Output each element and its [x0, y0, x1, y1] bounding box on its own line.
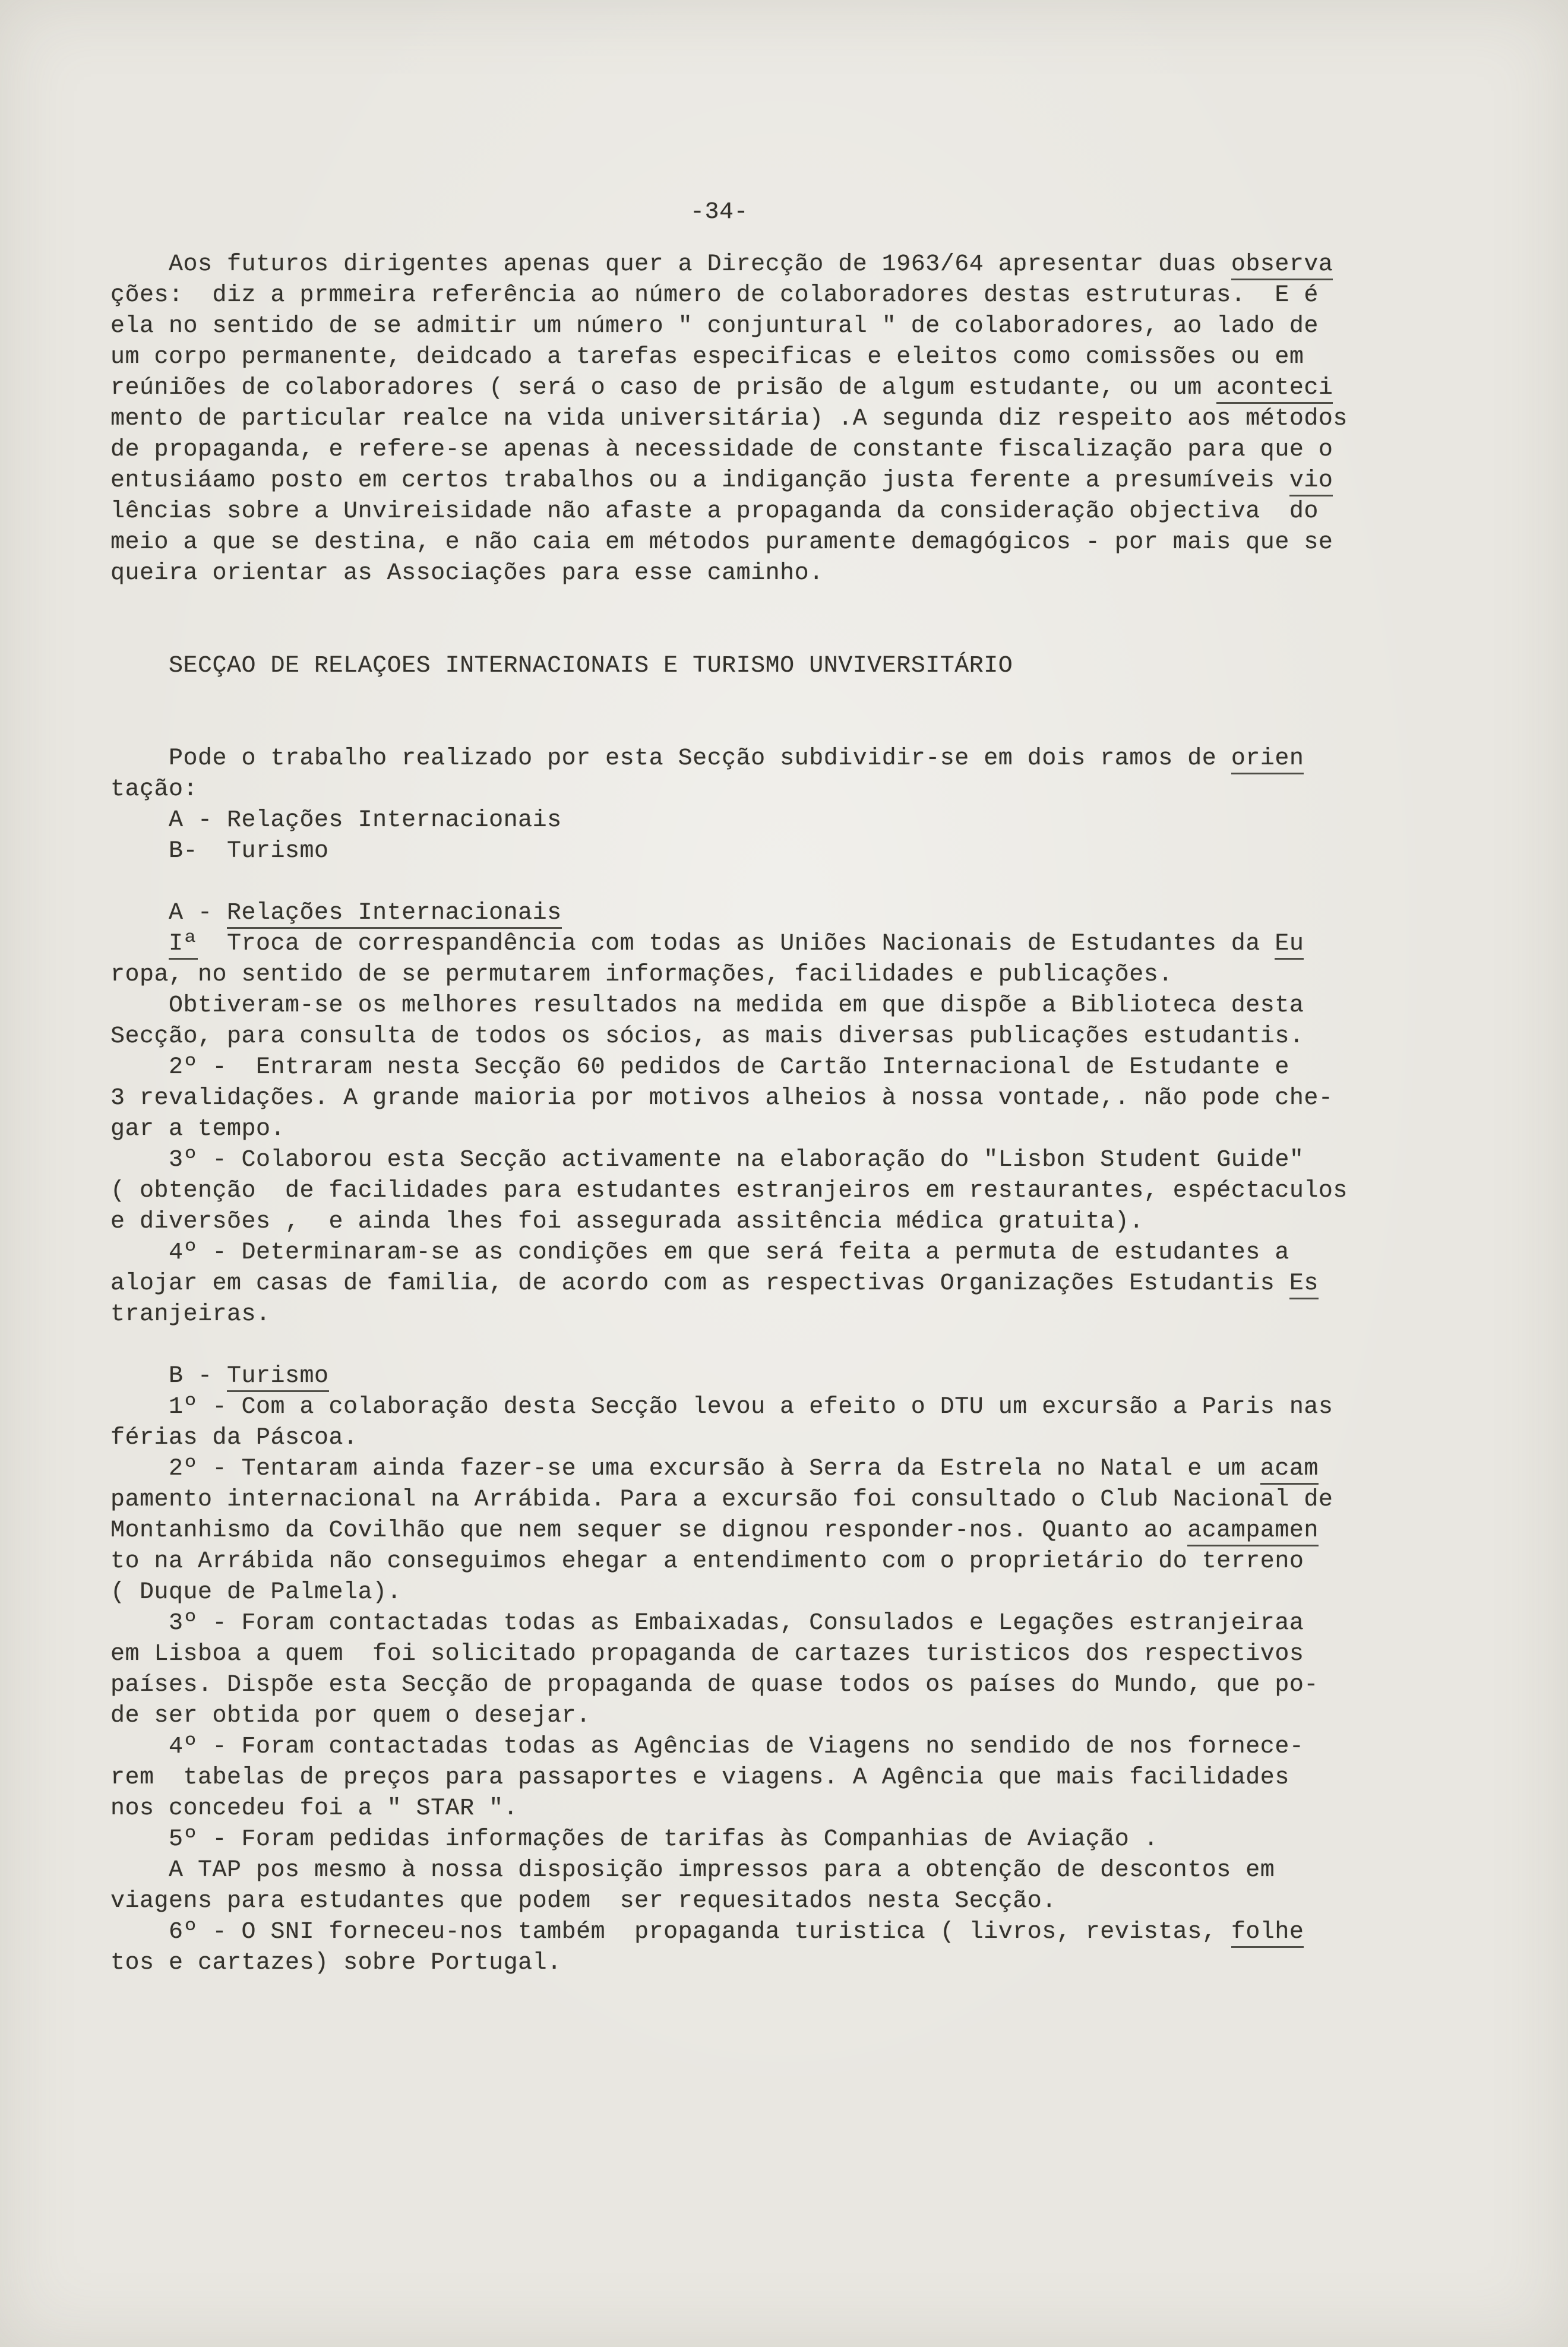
- text-segment: to na Arrábida não conseguimos ehegar a entendimento com o proprietário do terreno: [110, 1548, 1304, 1575]
- text-segment: Pode o trabalho realizado por esta Secção subdividir-se em dois ramos de: [110, 745, 1231, 772]
- text-segment: 5º - Foram pedidas informações de tarifas às Companhias de Aviação .: [110, 1826, 1159, 1853]
- text-line: [110, 527, 1420, 558]
- text-line: [110, 342, 1420, 373]
- text-segment: 4º - Determinaram-se as condições em que será feita a permuta de estudantes a: [110, 1239, 1289, 1266]
- text-line: [110, 744, 1420, 774]
- text-line: [110, 682, 1420, 713]
- text-line: [110, 1052, 1420, 1083]
- text-line: [110, 836, 1420, 867]
- text-line: [110, 1824, 1420, 1855]
- text-segment: B- Turismo: [110, 838, 329, 865]
- text-segment: tos e cartazes) sobre Portugal.: [110, 1950, 562, 1976]
- text-segment: de ser obtida por quem o desejar.: [110, 1703, 591, 1729]
- text-line: [110, 1855, 1420, 1886]
- text-segment: alojar em casas de familia, de acordo com as respectivas Organizações Estudantis: [110, 1270, 1289, 1297]
- underlined-text: Iª: [169, 931, 198, 960]
- text-segment: gar a tempo.: [110, 1116, 286, 1143]
- text-line: [110, 991, 1420, 1021]
- text-line: [110, 1516, 1420, 1546]
- text-segment: A -: [110, 900, 227, 926]
- underlined-text: acam: [1260, 1456, 1319, 1485]
- text-line: [110, 1732, 1420, 1763]
- text-segment: lências sobre a Unvireisidade não afaste a propaganda da consideração objectiva do: [110, 498, 1319, 525]
- text-segment: Obtiveram-se os melhores resultados na medida em que dispõe a Biblioteca desta: [110, 992, 1304, 1019]
- text-line: [110, 1485, 1420, 1516]
- text-line: [110, 435, 1420, 466]
- text-segment: 3º - Foram contactadas todas as Embaixadas, Consulados e Legações estranjeiraa: [110, 1610, 1304, 1637]
- text-line: [110, 651, 1420, 682]
- text-line: [110, 280, 1420, 311]
- text-line: [110, 805, 1420, 836]
- text-line: [110, 1083, 1420, 1114]
- text-segment: [110, 931, 169, 957]
- text-segment: reúniões de colaboradores ( será o caso de prisão de algum estudante, ou um: [110, 375, 1217, 401]
- text-line: [110, 1207, 1420, 1238]
- underlined-text: Eu: [1275, 931, 1304, 960]
- text-line: [110, 466, 1420, 496]
- text-line: [110, 558, 1420, 589]
- text-line: [110, 1577, 1420, 1608]
- underlined-text: Relações Internacionais: [227, 900, 562, 929]
- text-segment: ( obtenção de facilidades para estudantes estranjeiros em restaurantes, espéctaculos: [110, 1178, 1348, 1204]
- text-segment: Troca de correspandência com todas as Uniões Nacionais de Estudantes da: [198, 931, 1275, 957]
- text-line: [110, 249, 1420, 280]
- text-segment: SECÇAO DE RELAÇOES INTERNACIONAIS E TURISMO UNVIVERSITÁRIO: [110, 653, 1013, 679]
- text-line: [110, 1269, 1420, 1299]
- text-line: [110, 960, 1420, 991]
- text-line: [110, 311, 1420, 342]
- text-segment: ções: diz a prmmeira referência ao número de colaboradores destas estruturas. E é: [110, 282, 1319, 309]
- text-line: [110, 1299, 1420, 1330]
- text-segment: 4º - Foram contactadas todas as Agências de Viagens no sendido de nos fornece-: [110, 1734, 1304, 1760]
- text-segment: ropa, no sentido de se permutarem informações, facilidades e publicações.: [110, 961, 1173, 988]
- text-line: [110, 496, 1420, 527]
- underlined-text: Turismo: [227, 1363, 329, 1392]
- text-segment: 6º - O SNI forneceu-nos também propaganda turistica ( livros, revistas,: [110, 1919, 1231, 1946]
- text-segment: ( Duque de Palmela).: [110, 1579, 402, 1606]
- text-line: [110, 589, 1420, 620]
- text-segment: viagens para estudantes que podem ser requesitados nesta Secção.: [110, 1888, 1057, 1915]
- text-line: [110, 1608, 1420, 1639]
- text-segment: 2º - Tentaram ainda fazer-se uma excursão à Serra da Estrela no Natal e um: [110, 1456, 1260, 1482]
- underlined-text: orien: [1231, 745, 1304, 774]
- text-line: [110, 1176, 1420, 1207]
- document-body: [110, 249, 1420, 1979]
- text-segment: tranjeiras.: [110, 1301, 271, 1328]
- text-line: [110, 1701, 1420, 1732]
- text-line: [110, 1330, 1420, 1361]
- page-number: -34-: [690, 199, 748, 226]
- text-line: [110, 1917, 1420, 1948]
- text-segment: de propaganda, e refere-se apenas à necessidade de constante fiscalização para que o: [110, 436, 1333, 463]
- underlined-text: vio: [1289, 467, 1333, 496]
- underlined-text: aconteci: [1216, 375, 1333, 404]
- text-line: [110, 1886, 1420, 1917]
- text-line: [110, 1238, 1420, 1269]
- text-segment: férias da Páscoa.: [110, 1425, 358, 1451]
- text-segment: 2º - Entraram nesta Secção 60 pedidos de Cartão Internacional de Estudante e: [110, 1054, 1289, 1081]
- text-segment: 3º - Colaborou esta Secção activamente na elaboração do "Lisbon Student Guide": [110, 1147, 1304, 1174]
- underlined-text: folhe: [1231, 1919, 1304, 1948]
- underlined-text: acampamen: [1187, 1517, 1319, 1546]
- text-segment: tação:: [110, 776, 198, 803]
- text-segment: B -: [110, 1363, 227, 1390]
- text-line: [110, 1392, 1420, 1423]
- text-segment: A TAP pos mesmo à nossa disposição impressos para a obtenção de descontos em: [110, 1857, 1275, 1884]
- text-line: [110, 929, 1420, 960]
- text-segment: mento de particular realce na vida universitária) .A segunda diz respeito aos métodos: [110, 406, 1348, 432]
- underlined-text: observa: [1231, 251, 1333, 280]
- text-line: [110, 1423, 1420, 1454]
- text-segment: queira orientar as Associações para esse caminho.: [110, 560, 824, 587]
- text-segment: um corpo permanente, deidcado a tarefas especificas e eleitos como comissões ou em: [110, 344, 1304, 371]
- text-segment: e diversões , e ainda lhes foi assegurada assitência médica gratuita).: [110, 1209, 1144, 1235]
- text-line: [110, 898, 1420, 929]
- underlined-text: Es: [1289, 1270, 1319, 1299]
- text-line: [110, 1454, 1420, 1485]
- text-line: [110, 774, 1420, 805]
- text-segment: A - Relações Internacionais: [110, 807, 562, 834]
- text-segment: rem tabelas de preços para passaportes e viagens. A Agência que mais facilidades: [110, 1764, 1289, 1791]
- text-segment: meio a que se destina, e não caia em métodos puramente demagógicos - por mais que se: [110, 529, 1333, 556]
- text-line: [110, 1794, 1420, 1824]
- text-segment: países. Dispõe esta Secção de propaganda de quase todos os países do Mundo, que po-: [110, 1672, 1319, 1698]
- text-line: [110, 1763, 1420, 1794]
- text-line: [110, 1948, 1420, 1979]
- text-segment: 1º - Com a colaboração desta Secção levou a efeito o DTU um excursão a Paris nas: [110, 1394, 1333, 1421]
- text-line: [110, 1670, 1420, 1701]
- text-line: [110, 1145, 1420, 1176]
- text-segment: Montanhismo da Covilhão que nem sequer se dignou responder-nos. Quanto ao: [110, 1517, 1188, 1544]
- text-segment: pamento internacional na Arrábida. Para a excursão foi consultado o Club Nacional de: [110, 1486, 1333, 1513]
- text-line: [110, 620, 1420, 651]
- text-segment: Secção, para consulta de todos os sócios, as mais diversas publicações estudantis.: [110, 1023, 1304, 1050]
- text-line: [110, 1361, 1420, 1392]
- text-line: [110, 373, 1420, 404]
- text-line: [110, 1639, 1420, 1670]
- text-segment: ela no sentido de se admitir um número " conjuntural " de colaboradores, ao lado de: [110, 313, 1319, 340]
- text-segment: em Lisboa a quem foi solicitado propaganda de cartazes turisticos dos respectivos: [110, 1641, 1304, 1668]
- text-line: [110, 404, 1420, 435]
- text-line: [110, 713, 1420, 744]
- text-segment: nos concedeu foi a " STAR ".: [110, 1795, 519, 1822]
- text-line: [110, 867, 1420, 898]
- text-line: [110, 1114, 1420, 1145]
- text-segment: 3 revalidações. A grande maioria por motivos alheios à nossa vontade,. não pode che-: [110, 1085, 1333, 1112]
- text-line: [110, 1021, 1420, 1052]
- text-segment: entusiáamo posto em certos trabalhos ou a indiganção justa ferente a presumíveis: [110, 467, 1289, 494]
- text-line: [110, 1546, 1420, 1577]
- text-segment: Aos futuros dirigentes apenas quer a Direcção de 1963/64 apresentar duas: [110, 251, 1231, 278]
